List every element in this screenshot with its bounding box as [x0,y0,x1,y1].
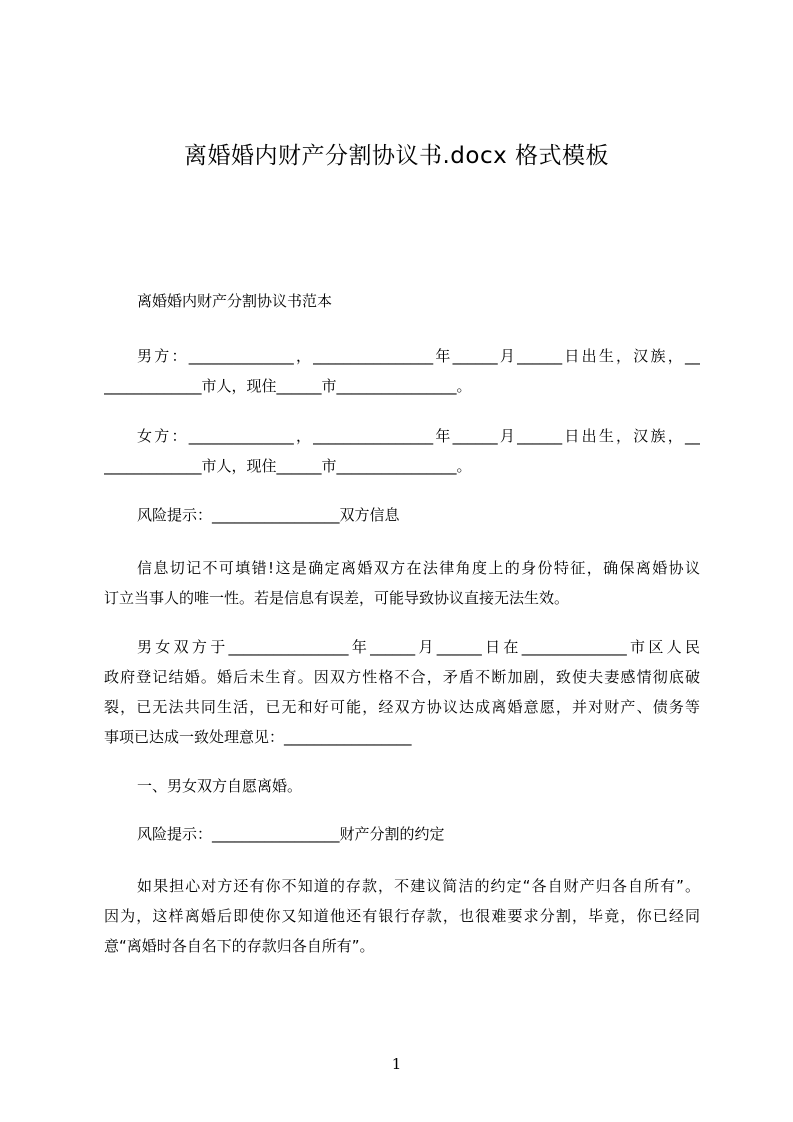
female-info-line-2: _____________市人，现住______市________________。 [104,457,472,475]
subtitle-paragraph: 离婚婚内财产分割协议书范本 [137,292,333,310]
female-info-line-1: 女方：______________，________________年______月______日出生，汉族，__ [137,427,700,445]
risk-hint-property: 风险提示：_________________财产分割的约定 [137,825,445,843]
document-title: 离婚婚内财产分割协议书.docx 格式模板 [183,143,610,169]
male-info-line-2: _____________市人，现住______市________________。 [104,377,472,395]
clause-1-heading: 一、男女双方自愿离婚。 [137,777,303,795]
marriage-paragraph-line-4: 事项已达成一致处理意见：_________________ [104,728,412,746]
marriage-paragraph-line-2: 政府登记结婚。婚后未生育。因双方性格不合，矛盾不断加剧，致使夫妻感情彻底破 [104,668,700,686]
deposit-paragraph-line-3: 意“离婚时各自名下的存款归各自所有”。 [104,937,375,955]
deposit-paragraph-line-2: 因为，这样离婚后即使你又知道他还有银行存款，也很难要求分割，毕竟，你已经同 [104,907,700,925]
page-number: 1 [391,1055,402,1073]
marriage-paragraph-line-3: 裂，已无法共同生活，已无和好可能，经双方协议达成离婚意愿，并对财产、债务等 [104,698,700,716]
info-paragraph-line-2: 订立当事人的唯一性。若是信息有误差，可能导致协议直接无法生效。 [104,589,570,607]
marriage-paragraph-line-1: 男女双方于________________年______月______日在______________市区人民 [137,638,700,656]
deposit-paragraph-line-1: 如果担心对方还有你不知道的存款，不建议简洁的约定“各自财产归各自所有”。 [137,877,700,895]
risk-hint-parties: 风险提示：_________________双方信息 [137,506,400,524]
info-paragraph-line-1: 信息切记不可填错!这是确定离婚双方在法律角度上的身份特征，确保离婚协议 [137,559,700,577]
male-info-line-1: 男方：______________，________________年______月______日出生，汉族，__ [137,347,700,365]
